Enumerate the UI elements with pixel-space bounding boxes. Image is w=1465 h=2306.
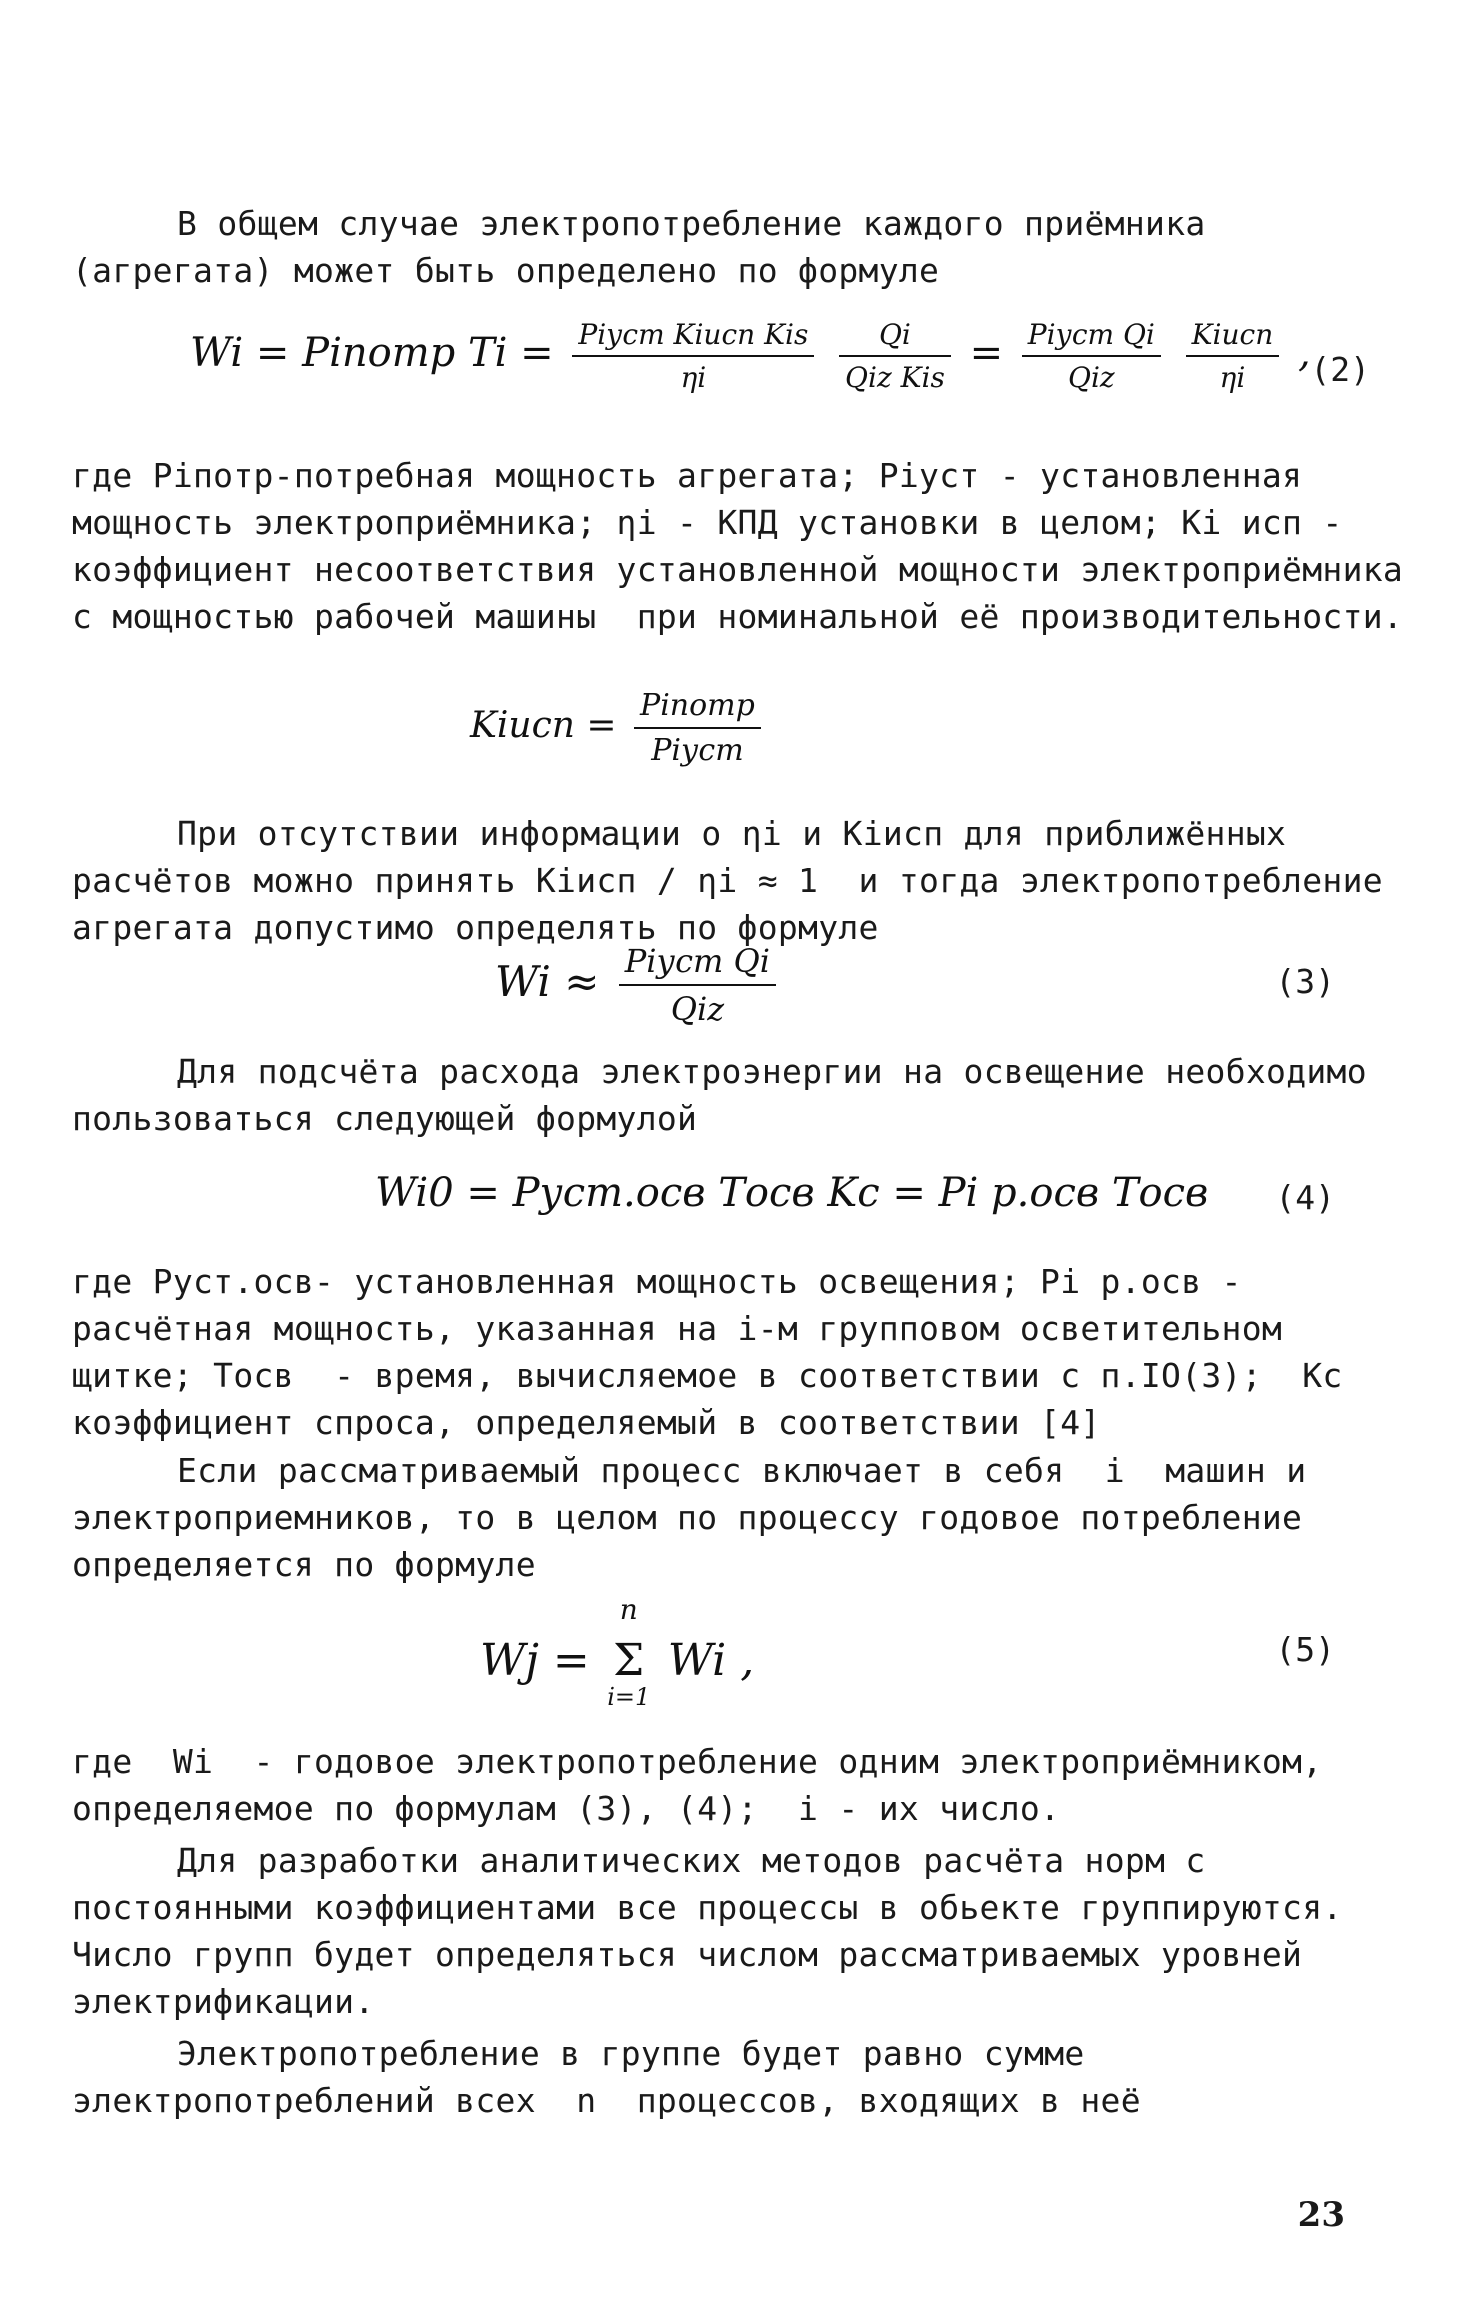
frac3-numerator: Piуст Qi xyxy=(1022,318,1161,357)
paragraph-group-consumption: Электропотребление в группе будет равно сумме электропотреблений всех n процессов, входящих в неё xyxy=(72,2034,1141,2120)
formula-3-numerator: Piуст Qi xyxy=(619,942,776,986)
formula-3-frac xyxy=(619,942,776,1028)
page-number: 23 xyxy=(1297,2195,1345,2235)
formula-5-sum xyxy=(604,1593,654,1711)
frac4-denominator: ηi xyxy=(1219,361,1246,394)
paragraph-where-2: где Piпотр-потребная мощность агрегата; Piуст - установленная мощность электроприёмника; ηi - КПД установки в целом; Ki исп - коэффициент несоответствия установленной мощности электроприёмника с мощностью рабочей машины при номинальной её производительности. xyxy=(72,456,1424,636)
paragraph-where-5: где Wi - годовое электропотребление одним электроприёмником, определяемое по формулам (3), (4); i - их число. xyxy=(72,1742,1343,1828)
paragraph-where-4: где Pуст.осв- установленная мощность освещения; Pi р.осв - расчётная мощность, указанная на i-м групповом осветительном щитке; Tосв - время, вычисляемое в соответствии с п.IO(3); Kc коэффициент спроса, определяемый в соответствии [4] xyxy=(72,1262,1363,1442)
kisp-numerator: Piпотр xyxy=(634,688,761,729)
frac2-numerator: Qi xyxy=(839,318,951,357)
frac2-denominator: Qiz Kis xyxy=(845,361,945,394)
formula-4-number: (4) xyxy=(1275,1178,1335,1217)
paragraph-no-info: При отсутствии информации о ηi и Kiисп для приближённых расчётов можно принять Kiисп / ηi ≈ 1 и тогда электропотребление агрегата допустимо определять по формуле xyxy=(72,814,1404,947)
formula-5 xyxy=(480,1593,755,1711)
formula-5-rhs: Wi , xyxy=(667,1635,755,1686)
formula-5-number: (5) xyxy=(1275,1630,1335,1669)
formula-3-number: (3) xyxy=(1275,962,1335,1001)
frac1-numerator: Piуст Kiисп Kis xyxy=(572,318,814,357)
formula-2-lhs: Wi = Piпотр Ti = xyxy=(190,330,554,376)
paragraph-process: Если рассматриваемый процесс включает в себя i машин и электроприемников, то в целом по процессу годовое потребление определяется по формуле xyxy=(72,1451,1327,1584)
formula-5-lhs: Wj = xyxy=(480,1635,590,1686)
sum-upper-limit: n xyxy=(619,1593,638,1626)
formula-4: Wi0 = Pуст.осв Tосв Kc = Pi р.осв Tосв xyxy=(375,1170,1209,1216)
frac1-denominator: ηi xyxy=(680,361,707,394)
formula-3 xyxy=(495,942,782,1028)
formula-3-lhs: Wi ≈ xyxy=(495,957,600,1006)
formula-2 xyxy=(190,318,1311,394)
sum-lower-limit: i=1 xyxy=(607,1683,651,1711)
formula-2-frac2 xyxy=(839,318,951,394)
formula-2-frac4 xyxy=(1186,318,1280,394)
formula-2-comma: , xyxy=(1297,330,1311,376)
paragraph-grouping: Для разработки аналитических методов расчёта норм с постоянными коэффициентами все процессы в обьекте группируются. Число групп будет определяться числом рассматриваемых уровней электрификации. xyxy=(72,1841,1363,2021)
paragraph-lighting: Для подсчёта расхода электроэнергии на освещение необходимо пользоваться следующей формулой xyxy=(72,1052,1388,1138)
formula-2-frac3 xyxy=(1022,318,1161,394)
formula-kisp-frac xyxy=(634,688,761,768)
formula-kisp-lhs: Kiисп = xyxy=(470,705,617,746)
sigma-symbol: Σ xyxy=(613,1635,645,1686)
paragraph-intro: В общем случае электропотребление каждого приёмника (агрегата) может быть определено по формуле xyxy=(72,204,1226,290)
frac3-denominator: Qiz xyxy=(1068,361,1115,394)
formula-2-number: (2) xyxy=(1310,350,1370,389)
formula-3-denominator: Qiz xyxy=(670,990,725,1028)
kisp-denominator: Piуст xyxy=(651,733,744,768)
formula-kisp xyxy=(470,688,767,768)
formula-2-equals: = xyxy=(969,330,1004,376)
frac4-numerator: Kiисп xyxy=(1186,318,1280,357)
formula-2-frac1 xyxy=(572,318,814,394)
